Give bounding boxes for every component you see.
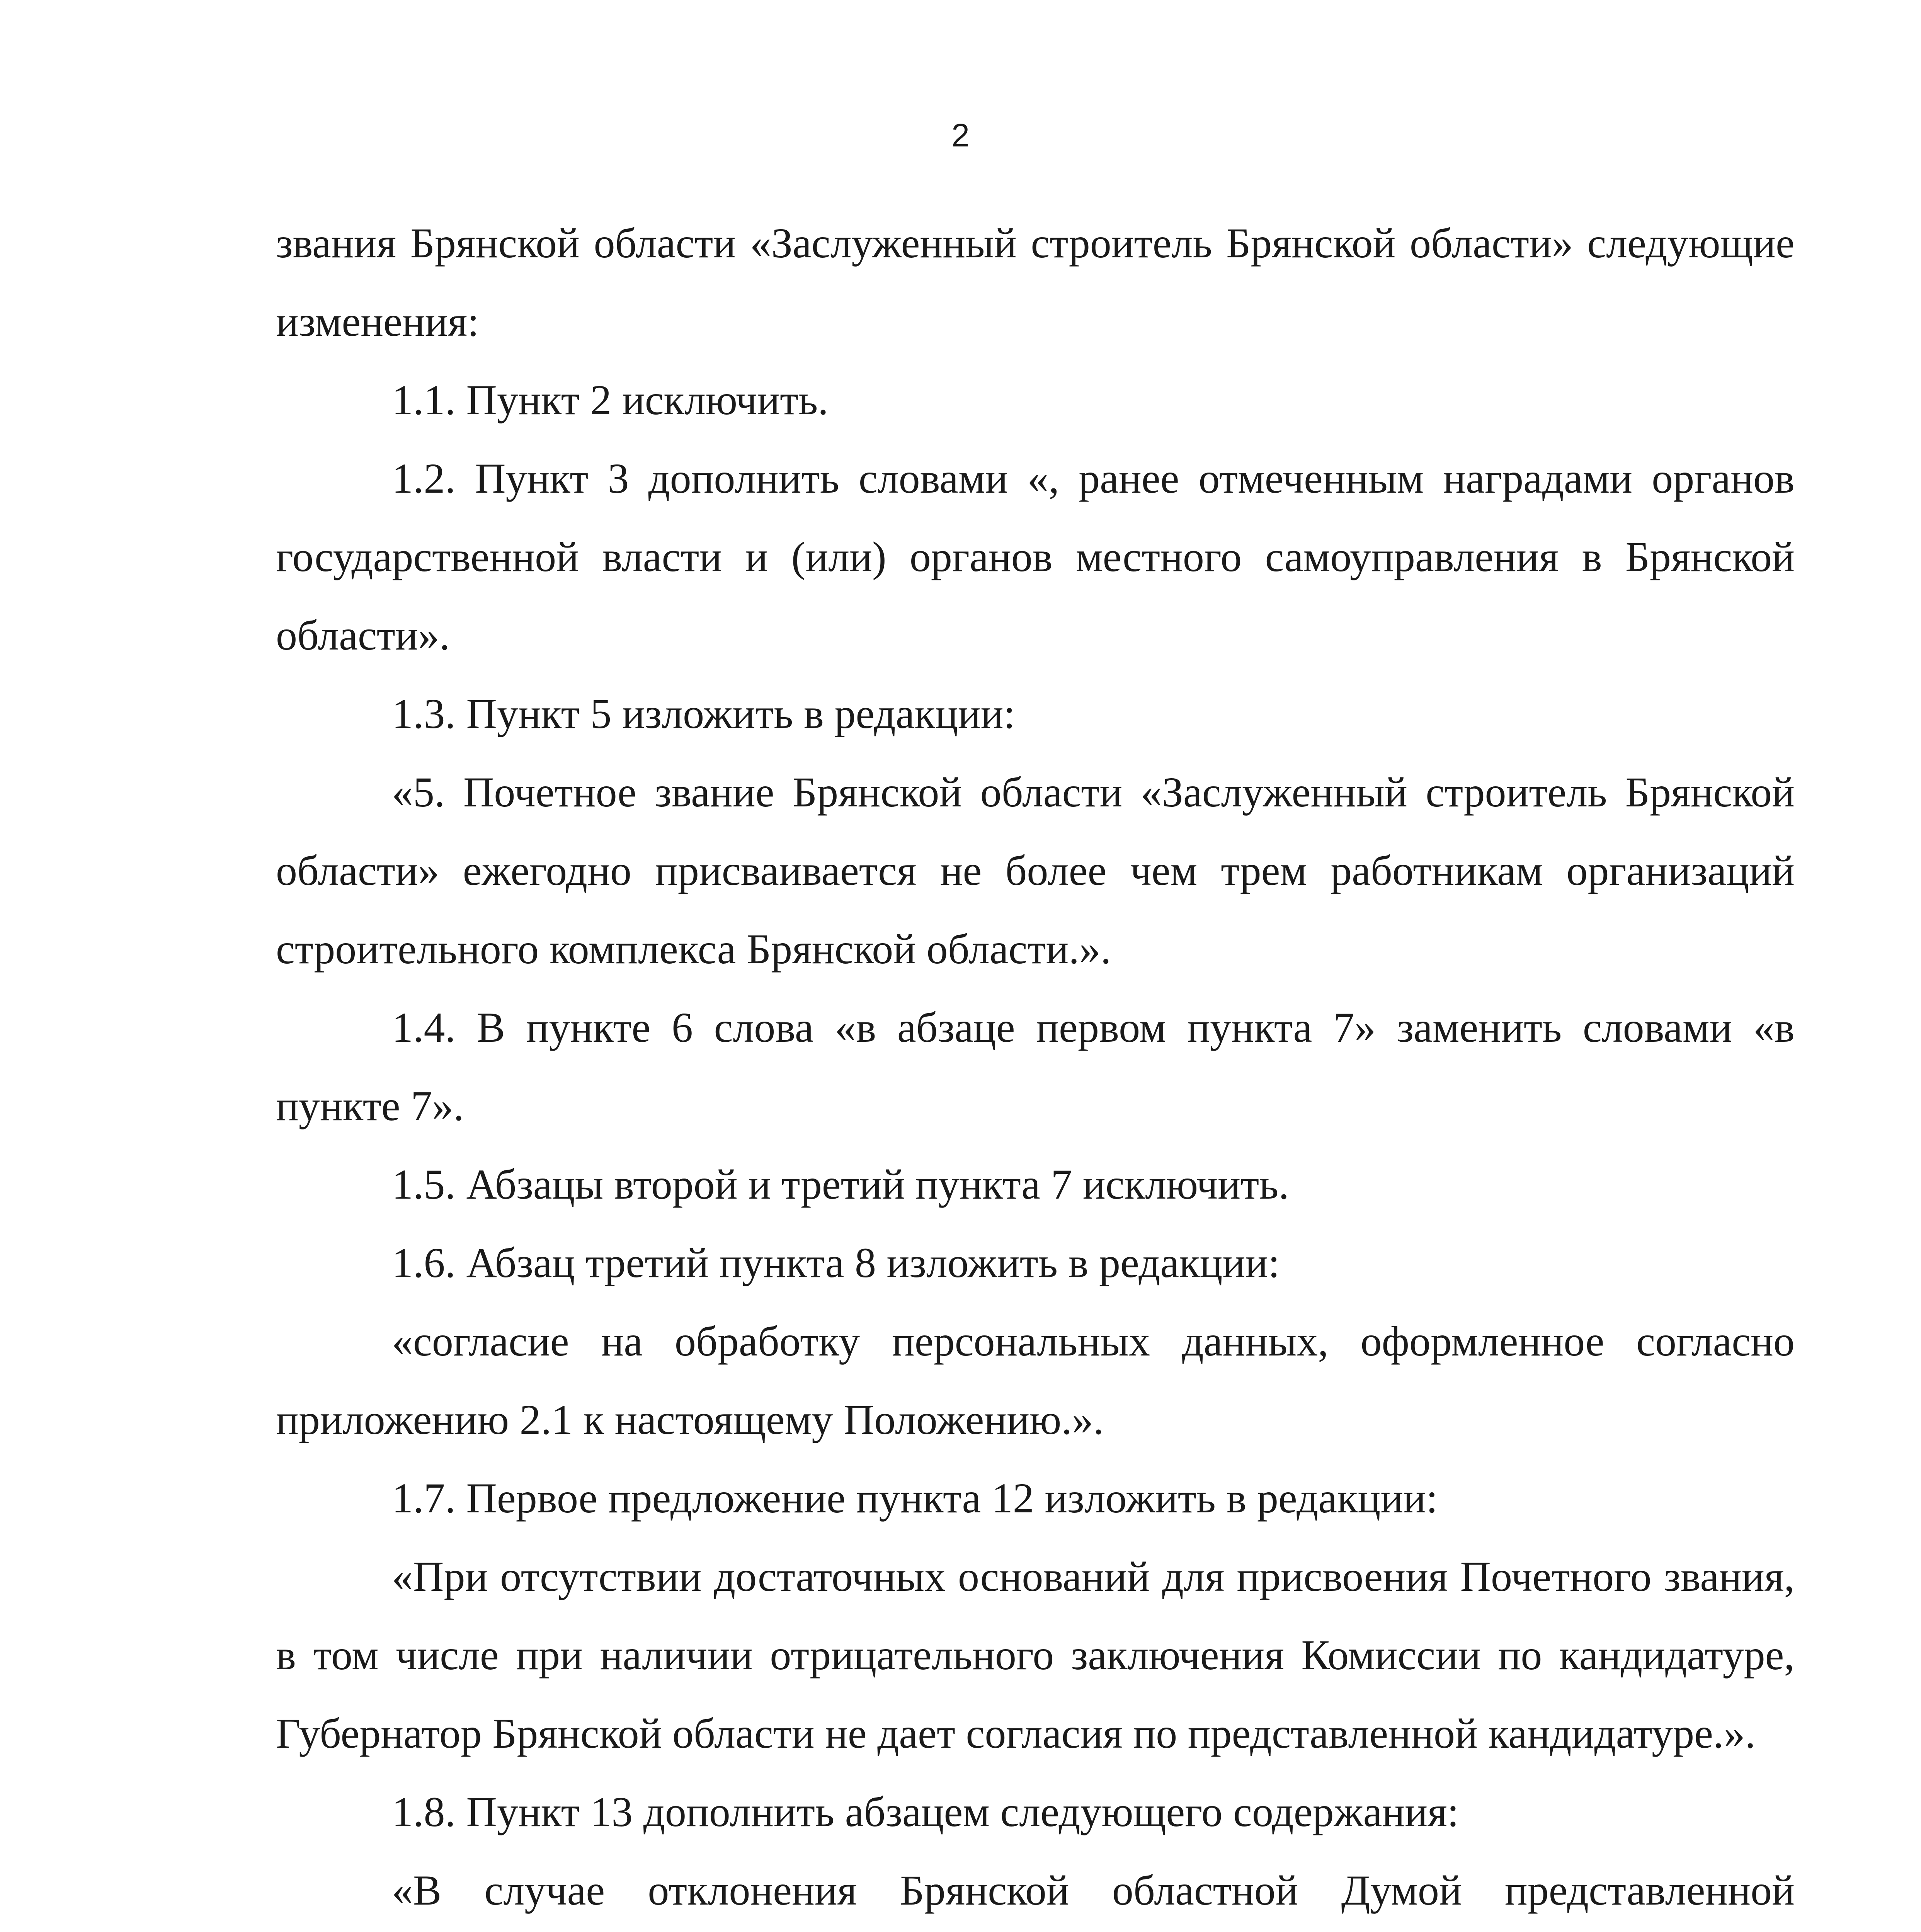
page-number: 2 <box>951 117 970 153</box>
paragraph-quote-consent: «согласие на обработку персональных данных, оформленное согласно приложению 2.1 к настоящему Положению.». <box>276 1318 1795 1443</box>
paragraph-1-3: 1.3. Пункт 5 изложить в редакции: <box>392 690 1016 737</box>
paragraph-quote-point-5: «5. Почетное звание Брянской области «Заслуженный строитель Брянской области» ежегодно присваивается не более чем трем работникам организаций строительного комплекса Брянской области.». <box>276 769 1795 973</box>
paragraph-1-5: 1.5. Абзацы второй и третий пункта 7 исключить. <box>392 1161 1289 1208</box>
paragraph-quote-point-12: «При отсутствии достаточных оснований для присвоения Почетного звания, в том числе при наличии отрицательного заключения Комиссии по кандидатуре, Губернатор Брянской области не дает согласия по представленной кандидатуре.». <box>276 1553 1795 1757</box>
document-body <box>276 204 1795 1932</box>
paragraph-continuation: звания Брянской области «Заслуженный строитель Брянской области» следующие изменения: <box>276 219 1795 345</box>
paragraph-quote-point-13: «В случае отклонения Брянской областной Думой представленной <box>392 1867 1795 1914</box>
paragraph-1-2: 1.2. Пункт 3 дополнить словами «, ранее отмеченным наградами органов государственной власти и (или) органов местного самоуправления в Брянской области». <box>276 455 1795 659</box>
paragraph-1-1: 1.1. Пункт 2 исключить. <box>392 376 829 423</box>
paragraph-1-4: 1.4. В пункте 6 слова «в абзаце первом пункта 7» заменить словами «в пункте 7». <box>276 1004 1795 1129</box>
paragraph-1-8: 1.8. Пункт 13 дополнить абзацем следующего содержания: <box>392 1788 1459 1835</box>
paragraph-1-6: 1.6. Абзац третий пункта 8 изложить в редакции: <box>392 1239 1280 1286</box>
paragraph-1-7: 1.7. Первое предложение пункта 12 изложить в редакции: <box>392 1475 1438 1522</box>
